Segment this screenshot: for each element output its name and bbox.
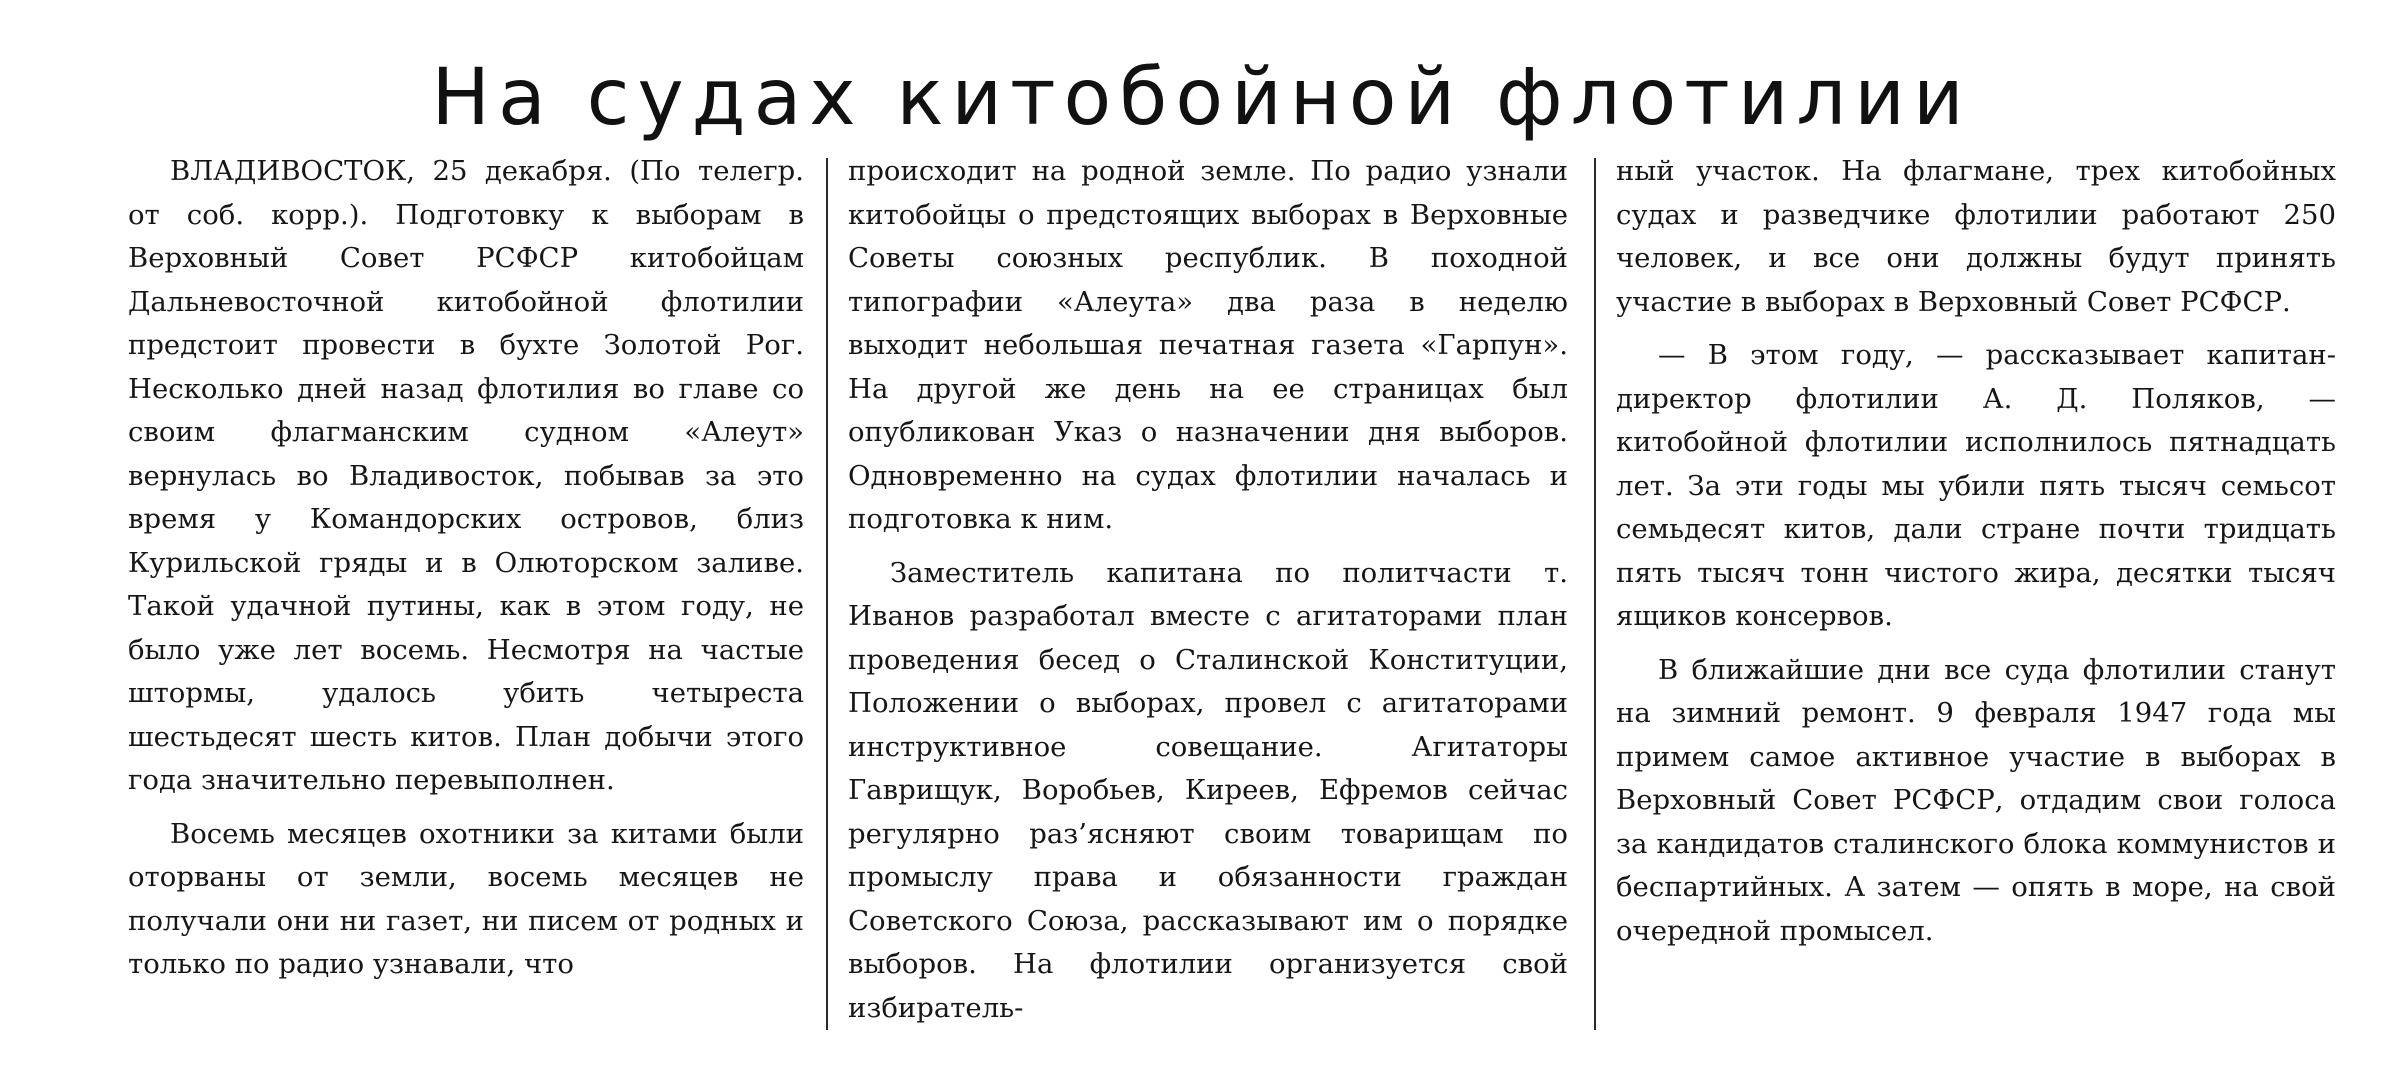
paragraph: ВЛАДИВОСТОК, 25 декабря. (По телегр. от соб. корр.). Подготовку к выборам в Верховный Совет РСФСР китобойцам Дальневосточной китобойной флотилии предстоит провести в бухте Золотой Рог. Несколько дней назад флотилия во главе со своим флагманским судном «Алеут» вернулась во Владивосток, побывав за это время у Командорских островов, близ Курильской гряды и в Олюторском заливе. Такой удачной путины, как в этом году, не было уже лет восемь. Несмотря на частые штормы, удалось убить четыреста шестьдесят шесть китов. План добычи этого года значительно перевыполнен. (128, 155, 804, 796)
article-column-1 (128, 150, 804, 1040)
paragraph: Восемь месяцев охотники за китами были оторваны от земли, восемь месяцев не получали они ни газет, ни писем от родных и только по радио узнавали, что (128, 817, 804, 980)
paragraph: — В этом году, — рассказывает капитан-директор флотилии А. Д. Поляков, — китобойной флотилии исполнилось пятнадцать лет. За эти годы мы убили пять тысяч семьсот семьдесят китов, дали стране почти тридцать пять тысяч тонн чистого жира, десятки тысяч ящиков консервов. (1616, 339, 2336, 632)
column-divider (1594, 158, 1596, 1030)
article-column-2 (848, 150, 1568, 1040)
paragraph: Заместитель капитана по политчасти т. Иванов разработал вместе с агитаторами план проведения бесед о Сталинской Конституции, Положении о выборах, провел с агитаторами инструктивное совещание. Агитаторы Гаврищук, Воробьев, Киреев, Ефремов сейчас регулярно раз’ясняют своим товарищам по промыслу права и обязанности граждан Советского Союза, рассказывают им о порядке выборов. На флотилии организуется свой избиратель- (848, 556, 1568, 1024)
column-divider (826, 158, 828, 1030)
paragraph-continued: происходит на родной земле. По радио узнали китобойцы о предстоящих выборах в Верховные Советы союзных республик. В походной типографии «Алеута» два раза в неделю выходит небольшая печатная газета «Гарпун». На другой же день на ее страницах был опубликован Указ о назначении дня выборов. Одновременно на судах флотилии началась и подготовка к ним. (848, 155, 1568, 535)
paragraph-continued: ный участок. На флагмане, трех китобойных судах и разведчике флотилии работают 250 человек, и все они должны будут принять участие в выборах в Верховный Совет РСФСР. (1616, 155, 2336, 318)
paragraph: В ближайшие дни все суда флотилии станут на зимний ремонт. 9 февраля 1947 года мы примем самое активное участие в выборах в Верховный Совет РСФСР, отдадим свои голоса за кандидатов сталинского блока коммунистов и беспартийных. А затем — опять в море, на свой очередной промысел. (1616, 653, 2336, 947)
article-headline: На судах китобойной флотилии (431, 53, 1972, 143)
article-column-3 (1616, 150, 2336, 1040)
